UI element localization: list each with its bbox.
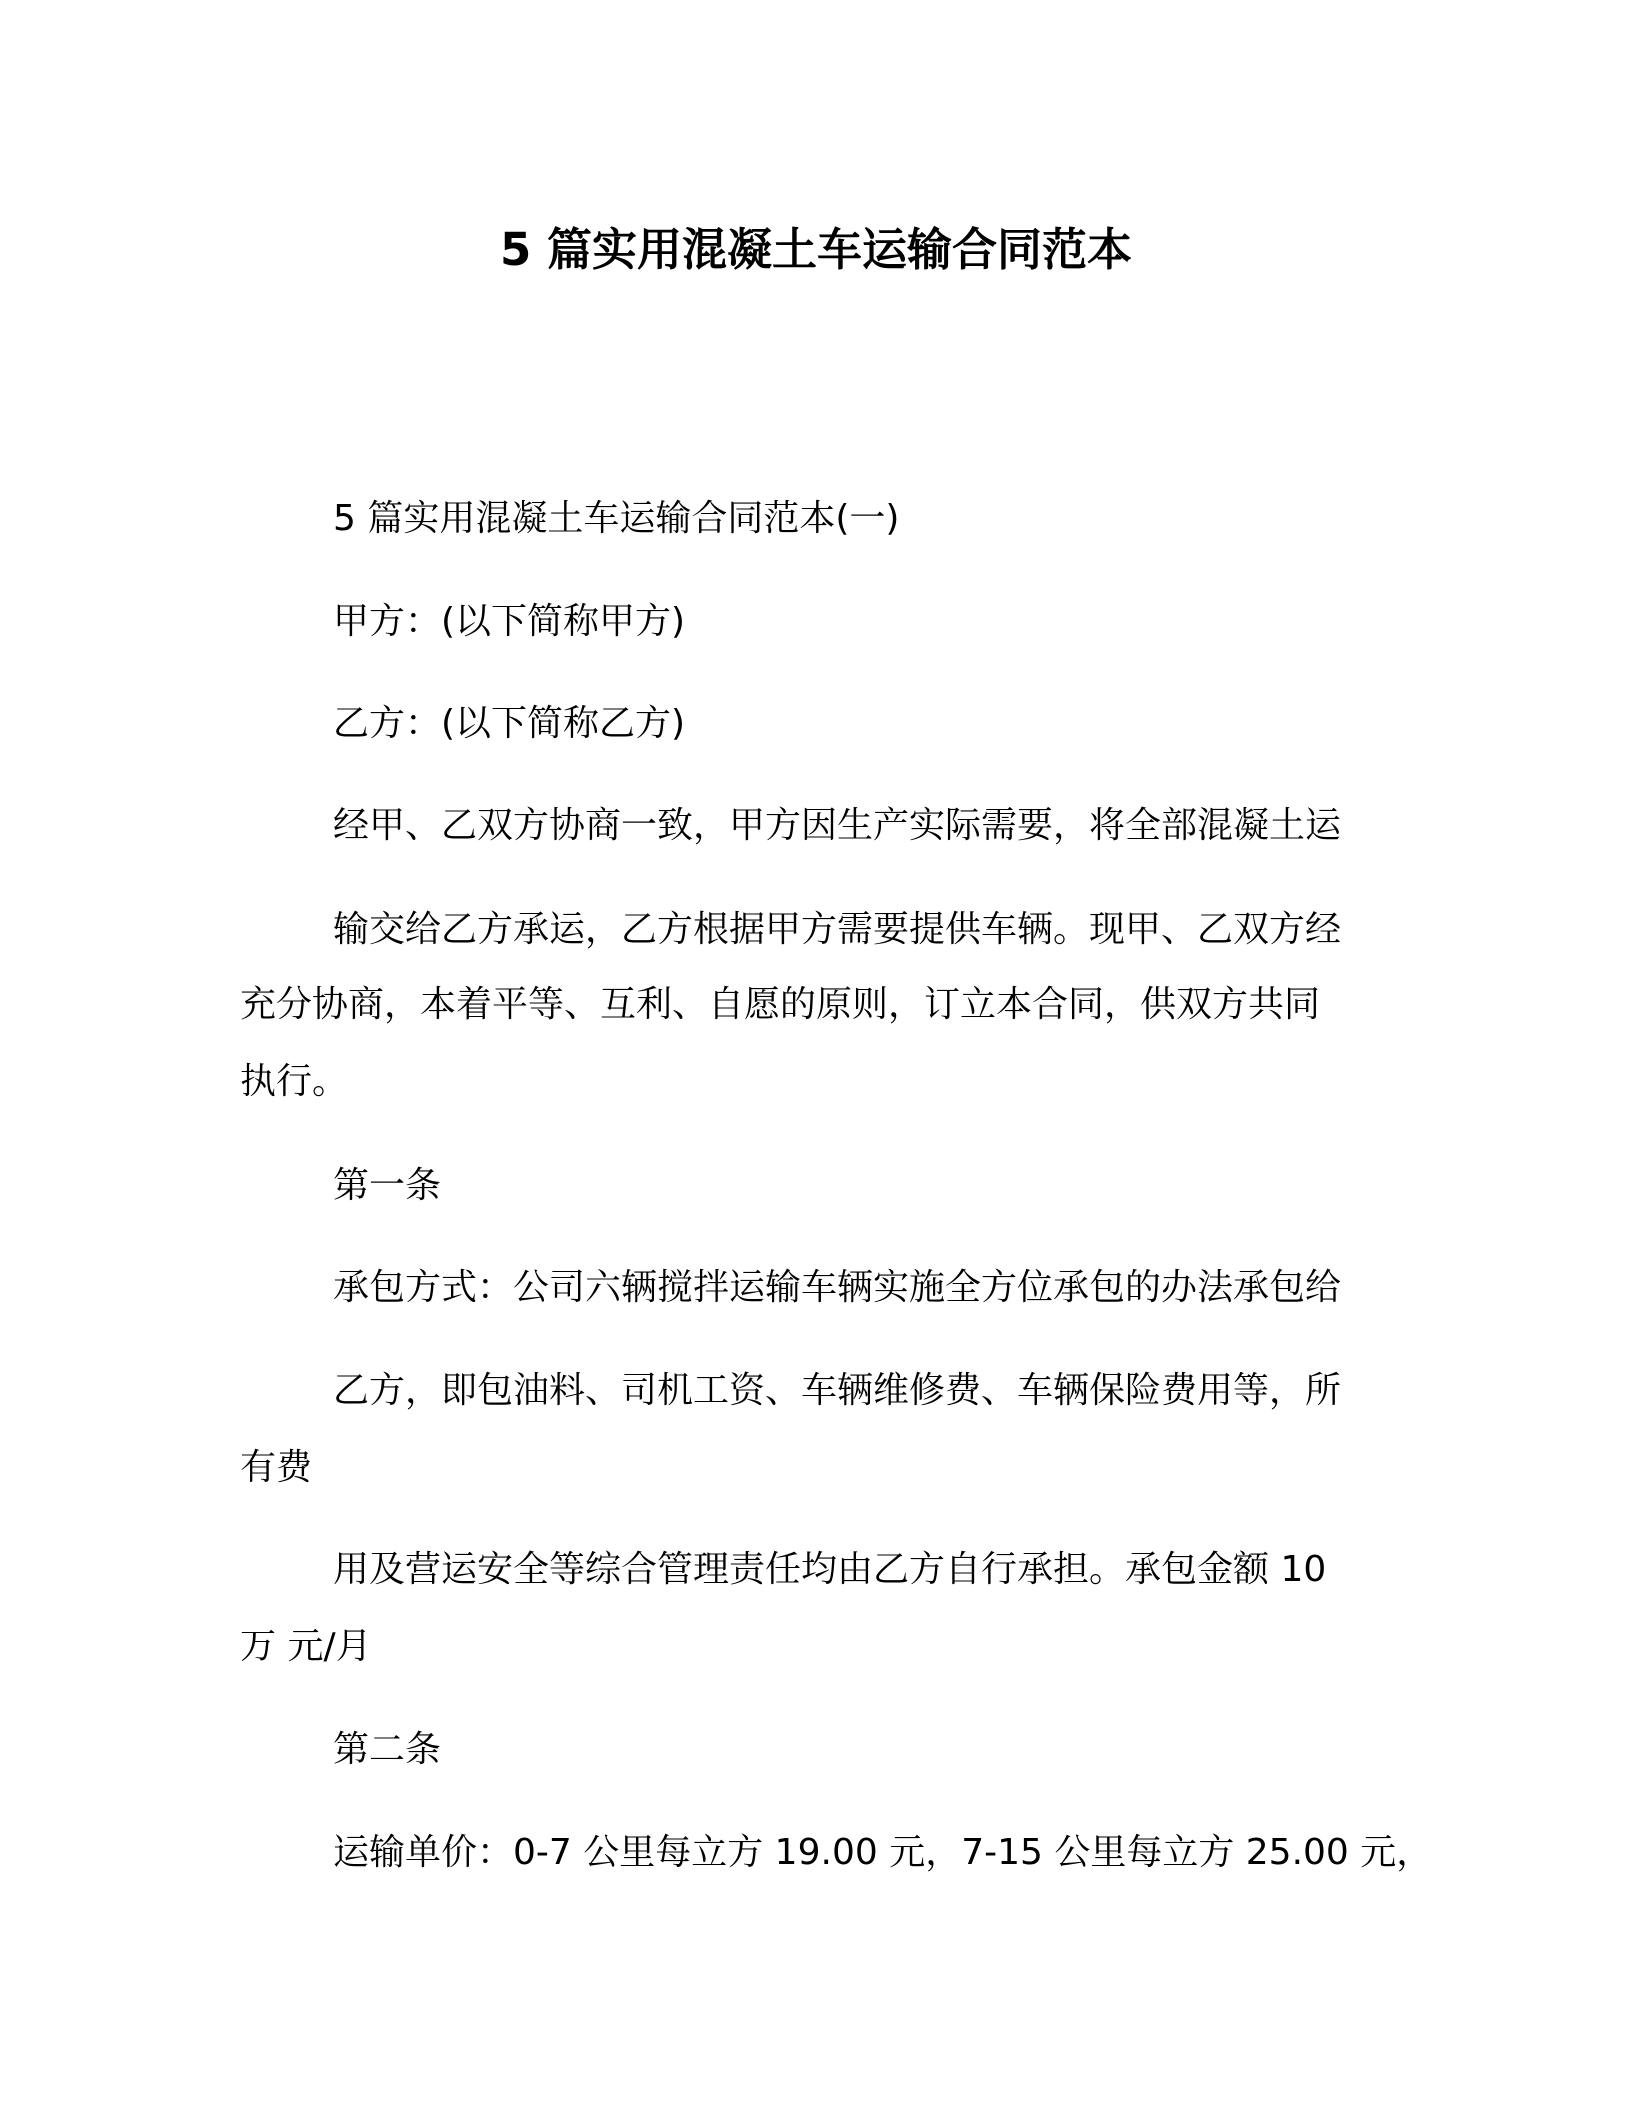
paragraph-line: 承包方式：公司六辆搅拌运输车辆实施全方位承包的办法承包给 (333, 1267, 1342, 1308)
paragraph-line: 万 元/月 (240, 1626, 372, 1667)
party-b-line: 乙方：(以下简称乙方) (333, 703, 686, 744)
document-title: 5 篇实用混凝土车运输合同范本 (500, 223, 1132, 276)
paragraph-line: 运输单价：0-7 公里每立方 19.00 元，7-15 公里每立方 25.00 元， (333, 1832, 1433, 1873)
article-heading: 第二条 (333, 1729, 442, 1770)
paragraph-line: 乙方，即包油料、司机工资、车辆维修费、车辆保险费用等，所 (333, 1370, 1342, 1411)
paragraph-line: 输交给乙方承运，乙方根据甲方需要提供车辆。现甲、乙双方经 (333, 909, 1342, 950)
paragraph-line: 经甲、乙双方协商一致，甲方因生产实际需要，将全部混凝土运 (333, 805, 1342, 846)
article-heading: 第一条 (333, 1165, 442, 1206)
party-a-line: 甲方：(以下简称甲方) (333, 601, 686, 642)
section-heading: 5 篇实用混凝土车运输合同范本(一) (333, 498, 900, 539)
paragraph-line: 充分协商，本着平等、互利、自愿的原则，订立本合同，供双方共同 (240, 984, 1321, 1025)
paragraph-line: 执行。 (240, 1061, 349, 1102)
paragraph-line: 有费 (240, 1447, 313, 1488)
paragraph-line: 用及营运安全等综合管理责任均由乙方自行承担。承包金额 10 (333, 1549, 1327, 1590)
